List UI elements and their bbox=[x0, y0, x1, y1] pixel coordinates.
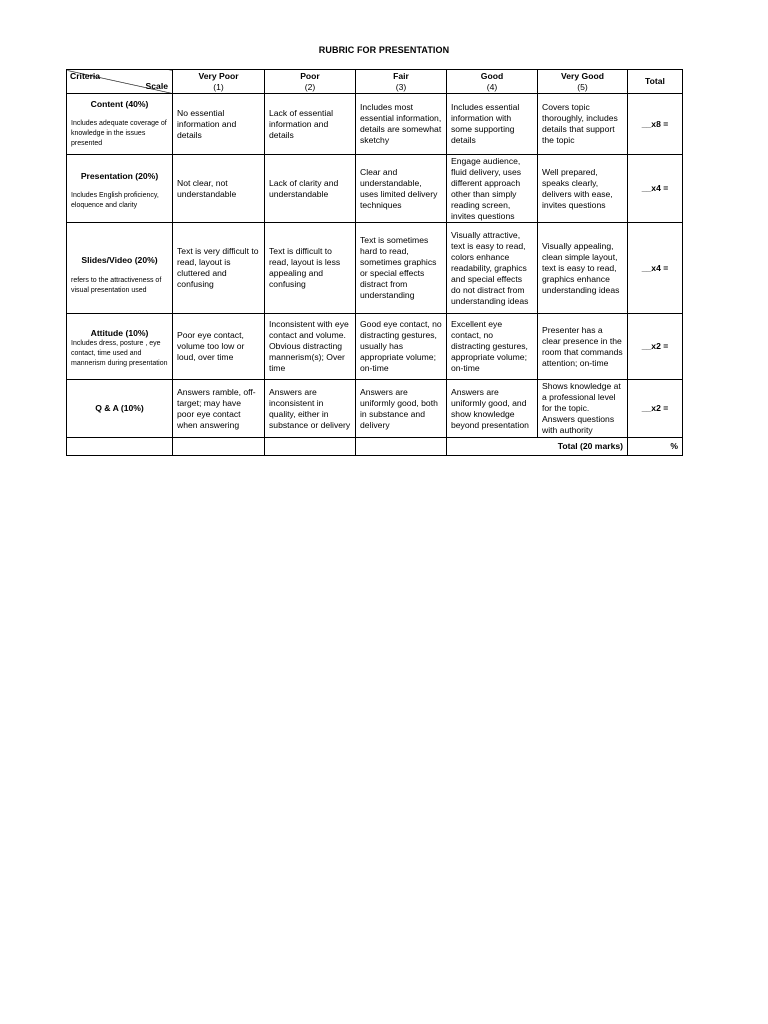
rubric-table bbox=[66, 69, 683, 456]
score-description: Presenter has a clear presence in the room that commands attention; on-time bbox=[538, 314, 628, 380]
criterion-name: Attitude (10%) bbox=[90, 328, 149, 338]
criterion-description: refers to the attractiveness of visual presentation used bbox=[71, 277, 162, 294]
level-name: Very Good bbox=[561, 70, 604, 81]
score-description: Answers are uniformly good, and show knowledge beyond presentation bbox=[447, 380, 538, 438]
score-description: Answers ramble, off-target; may have poor eye contact when answering bbox=[173, 380, 265, 438]
criteria-label: Criteria bbox=[70, 71, 101, 81]
weight-total: __x2 = bbox=[628, 380, 683, 438]
score-description: No essential information and details bbox=[173, 94, 265, 155]
criterion-name: Presentation (20%) bbox=[80, 170, 159, 181]
score-description: Shows knowledge at a professional level for the topic. Answers questions with authority bbox=[538, 380, 628, 438]
header-row bbox=[67, 70, 683, 94]
weight-total: __x8 = bbox=[628, 94, 683, 155]
criteria-scale-header bbox=[67, 70, 173, 94]
score-description: Includes most essential information, details are somewhat sketchy bbox=[356, 94, 447, 155]
criterion-name: Slides/Video (20%) bbox=[81, 255, 158, 265]
table-row bbox=[67, 380, 683, 438]
level-header-fair bbox=[356, 70, 447, 94]
weight-total: __x4 = bbox=[628, 223, 683, 314]
total-header: Total bbox=[628, 70, 683, 94]
criterion-cell bbox=[67, 380, 173, 438]
level-score: (4) bbox=[486, 81, 498, 92]
weight-total: __x2 = bbox=[628, 314, 683, 380]
grand-total-percent: % bbox=[628, 438, 683, 456]
score-description: Answers are uniformly good, both in substance and delivery bbox=[356, 380, 447, 438]
empty-cell bbox=[265, 438, 356, 456]
level-header-poor bbox=[265, 70, 356, 94]
criterion-cell bbox=[67, 314, 173, 380]
criterion-cell bbox=[67, 155, 173, 223]
empty-cell bbox=[356, 438, 447, 456]
score-description: Includes essential information with some supporting details bbox=[447, 94, 538, 155]
score-description: Answers are inconsistent in quality, either in substance or delivery bbox=[265, 380, 356, 438]
score-description: Visually attractive, text is easy to read, colors enhance readability, graphics and special effects do not distract from understanding ideas bbox=[447, 223, 538, 314]
criterion-description: Includes English proficiency, eloquence and clarity bbox=[71, 191, 159, 209]
score-description: Not clear, not understandable bbox=[173, 155, 265, 223]
level-header-very-good bbox=[538, 70, 628, 94]
score-description: Excellent eye contact, no distracting gestures, appropriate volume; on-time bbox=[447, 314, 538, 380]
weight-total: __x4 = bbox=[628, 155, 683, 223]
grand-total-label: Total (20 marks) bbox=[447, 438, 628, 456]
total-row bbox=[67, 438, 683, 456]
score-description: Lack of clarity and understandable bbox=[265, 155, 356, 223]
level-header-very-poor bbox=[173, 70, 265, 94]
page-title: RUBRIC FOR PRESENTATION bbox=[318, 45, 450, 55]
table-row bbox=[67, 223, 683, 314]
score-description: Visually appealing, clean simple layout, text is easy to read, graphics enhance understanding ideas bbox=[538, 223, 628, 314]
level-score: (3) bbox=[395, 81, 407, 92]
criterion-name: Content (40%) bbox=[90, 99, 149, 109]
score-description: Text is sometimes hard to read, sometimes graphics or special effects distract from understanding bbox=[356, 223, 447, 314]
empty-cell bbox=[67, 438, 173, 456]
criterion-description: Includes dress, posture , eye contact, time used and mannerism during presentation bbox=[71, 340, 168, 367]
level-header-good bbox=[447, 70, 538, 94]
level-score: (1) bbox=[213, 81, 224, 92]
table-row bbox=[67, 155, 683, 223]
level-name: Fair bbox=[393, 70, 409, 81]
score-description: Text is difficult to read, layout is less appealing and confusing bbox=[265, 223, 356, 314]
score-description: Clear and understandable, uses limited delivery techniques bbox=[356, 155, 447, 223]
score-description: Covers topic thoroughly, includes details that support the topic bbox=[538, 94, 628, 155]
level-score: (2) bbox=[304, 81, 316, 92]
empty-cell bbox=[173, 438, 265, 456]
criterion-cell bbox=[67, 94, 173, 155]
score-description: Poor eye contact, volume too low or loud, over time bbox=[173, 314, 265, 380]
score-description: Text is very difficult to read, layout is cluttered and confusing bbox=[173, 223, 265, 314]
scale-label: Scale bbox=[145, 81, 168, 91]
level-score: (5) bbox=[577, 81, 588, 92]
score-description: Inconsistent with eye contact and volume. Obvious distracting mannerism(s); Over time bbox=[265, 314, 356, 380]
table-row bbox=[67, 314, 683, 380]
score-description: Lack of essential information and details bbox=[265, 94, 356, 155]
score-description: Good eye contact, no distracting gestures, usually has appropriate volume; on-time bbox=[356, 314, 447, 380]
criterion-name: Q & A (10%) bbox=[95, 403, 144, 413]
criterion-description: Includes adequate coverage of knowledge in the issues presented bbox=[71, 120, 167, 147]
level-name: Poor bbox=[300, 70, 320, 81]
level-name: Very Poor bbox=[198, 70, 239, 81]
score-description: Engage audience, fluid delivery, uses different approach other than simply reading screen, invites questions bbox=[447, 155, 538, 223]
level-name: Good bbox=[480, 70, 504, 81]
score-description: Well prepared, speaks clearly, delivers with ease, invites questions bbox=[538, 155, 628, 223]
criterion-cell bbox=[67, 223, 173, 314]
table-row bbox=[67, 94, 683, 155]
